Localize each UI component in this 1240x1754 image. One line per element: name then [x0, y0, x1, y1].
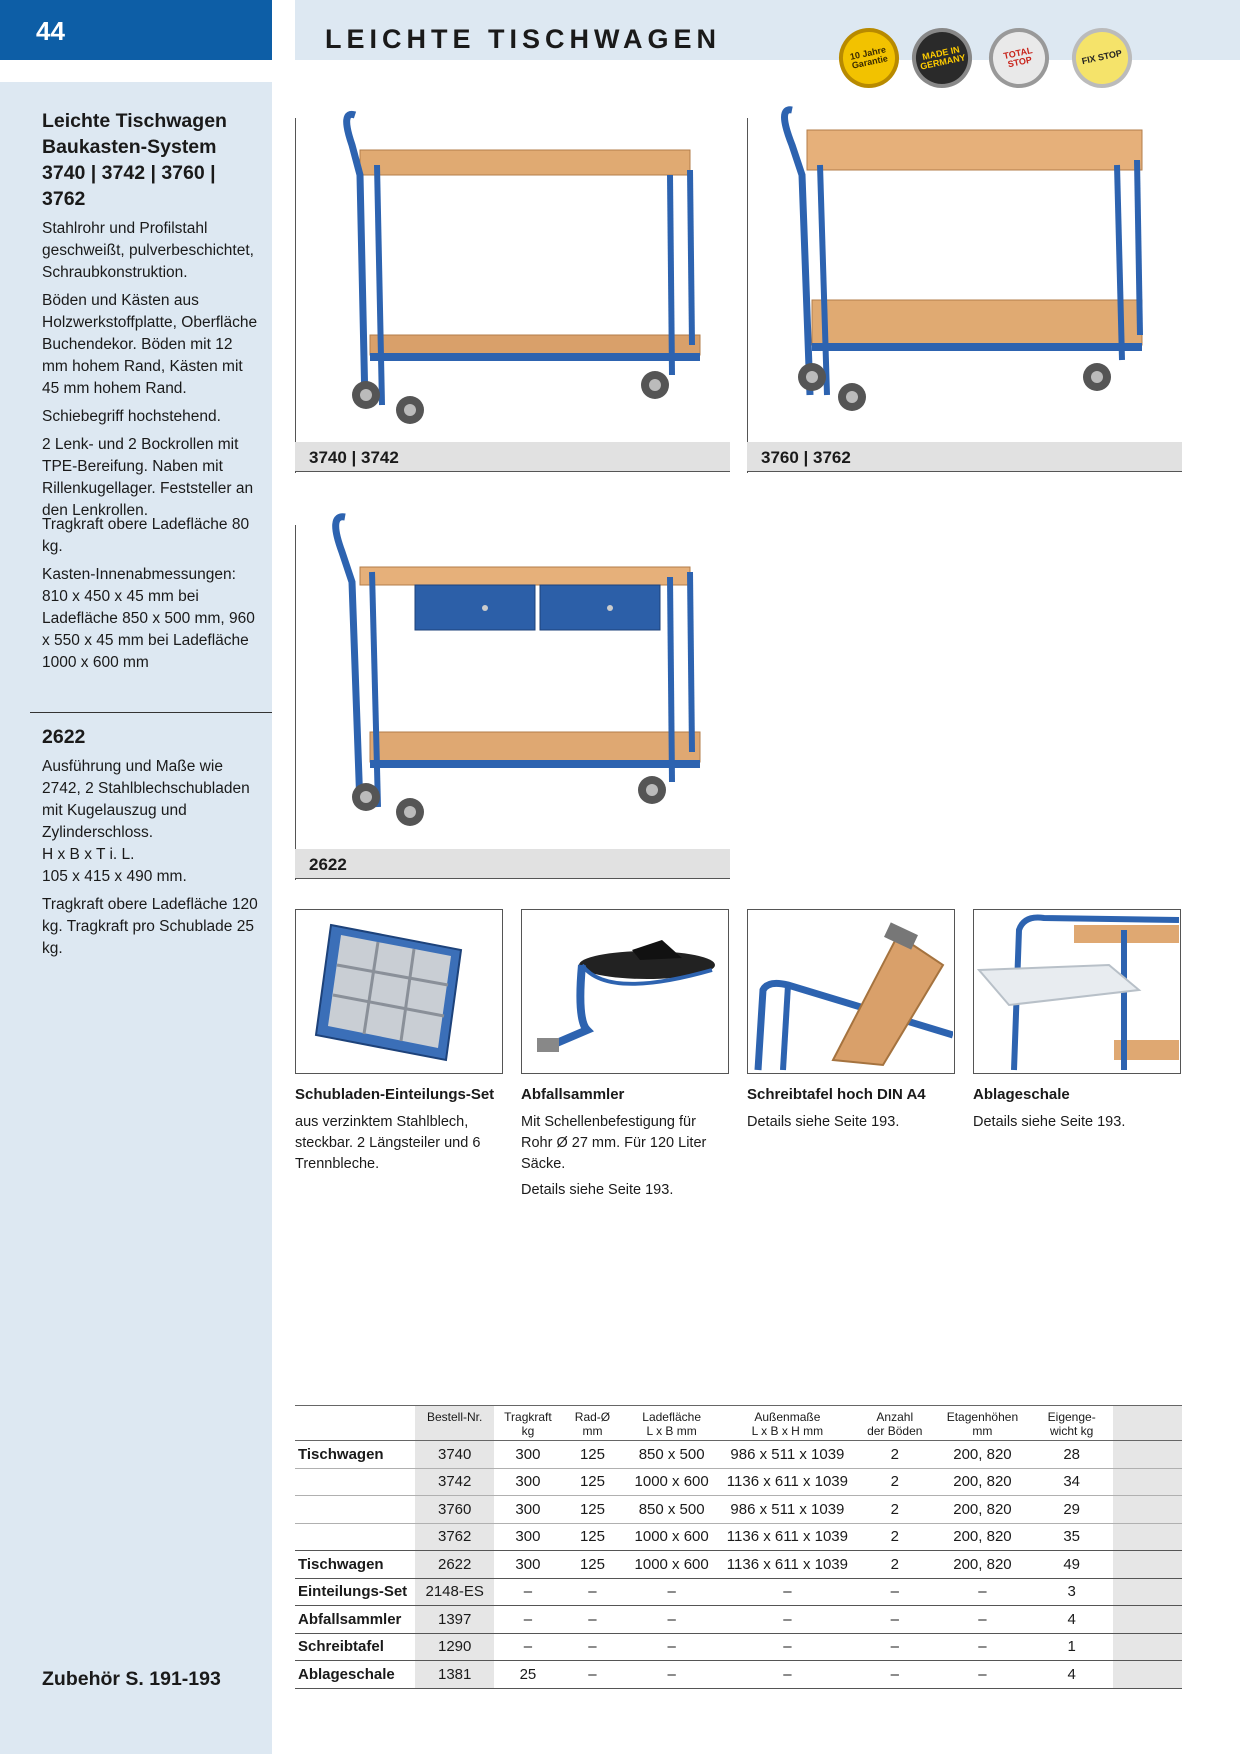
table-cell: 34 [1030, 1468, 1113, 1496]
accessory-title: Ablageschale [973, 1086, 1070, 1103]
table-header-pad [1113, 1406, 1182, 1441]
badge-total-stop-icon: TOTAL STOP [983, 22, 1054, 93]
table-header: Rad-Ø mm [562, 1406, 623, 1441]
page-title: LEICHTE TISCHWAGEN [325, 24, 722, 54]
table-header-empty [295, 1406, 415, 1441]
table-cell: – [935, 1606, 1030, 1634]
sidebar-heading [42, 108, 262, 212]
table-cell: 986 x 511 x 1039 [730, 1445, 845, 1463]
accessory-title: Schreibtafel hoch DIN A4 [747, 1086, 926, 1103]
table-pad [1113, 1468, 1182, 1496]
table-cell: 200, 820 [935, 1551, 1030, 1579]
table-cell: 25 [494, 1661, 562, 1689]
sidebar-paragraph: 2 Lenk- und 2 Bockrollen mit TPE-Bereifung. Naben mit Rillenkugellager. Feststeller an den Lenkrollen. [42, 436, 254, 519]
table-row-label: Schreibtafel [295, 1633, 415, 1661]
accessory-description [747, 1112, 942, 1138]
table-cell: – [855, 1606, 935, 1634]
accessory-title: Abfallsammler [521, 1086, 625, 1103]
table-cell: 28 [1063, 1445, 1081, 1463]
sidebar-section-1 [42, 108, 262, 528]
table-cell: 2148-ES [415, 1578, 494, 1606]
accessory-title: Schubladen-Einteilungs-Set [295, 1086, 495, 1103]
photo-frame-line [295, 118, 296, 473]
badge-garantie-icon: 10 Jahre Garantie [833, 22, 904, 93]
accessory-description-text: aus verzinktem Stahlblech, steckbar. 2 Längsteiler und 6 Trennbleche. [295, 1114, 481, 1172]
table-cell: – [855, 1633, 935, 1661]
page-number: 44 [0, 0, 272, 60]
table-row [295, 1606, 1182, 1634]
table-row-label: Einteilungs-Set [295, 1578, 415, 1606]
sidebar-section-1b [42, 514, 262, 680]
table-cell: 1000 x 600 [623, 1468, 720, 1496]
table-cell: – [623, 1606, 720, 1634]
table-pad [1113, 1523, 1182, 1551]
table-cell: 4 [1030, 1606, 1113, 1634]
table-cell: 1000 x 600 [623, 1523, 720, 1551]
table-cell: – [720, 1578, 855, 1606]
product-caption: 3740 | 3742 [295, 442, 730, 472]
sidebar-heading-line: 3740 | 3742 | 3760 | 3762 [42, 162, 216, 210]
accessory-description [521, 1112, 716, 1206]
table-row [295, 1551, 1182, 1579]
table-cell: 2 [855, 1551, 935, 1579]
table-cell: 4 [1030, 1661, 1113, 1689]
table-cell: 1136 x 611 x 1039 [720, 1551, 855, 1579]
table-cell: 300 [494, 1468, 562, 1496]
table-cell: 3740 [415, 1441, 494, 1469]
table-header: Ladefläche L x B mm [623, 1406, 720, 1441]
table-cell: – [562, 1578, 623, 1606]
table-cell: 3762 [415, 1523, 494, 1551]
table-pad [1113, 1606, 1182, 1634]
accessory-image-ablageschale [973, 909, 1181, 1074]
table-cell: 1 [1030, 1633, 1113, 1661]
table-cell: 125 [562, 1551, 623, 1579]
table-cell: 200, 820 [935, 1496, 1030, 1524]
table-cell: – [935, 1633, 1030, 1661]
sidebar-section-2 [42, 724, 262, 966]
accessory-image-schreibtafel [747, 909, 955, 1074]
table-pad [1113, 1441, 1182, 1469]
table-cell: – [623, 1661, 720, 1689]
accessory-description-text: Details siehe Seite 193. [747, 1114, 900, 1130]
table-cell: 1000 x 600 [623, 1551, 720, 1579]
table-cell: – [494, 1606, 562, 1634]
table-row [295, 1468, 1182, 1496]
accessory-image-abfallsammler [521, 909, 729, 1074]
product-image-3740 [300, 105, 725, 440]
table-cell: 200, 820 [935, 1523, 1030, 1551]
table-cell: – [562, 1606, 623, 1634]
accessories-reference: Zubehör S. 191-193 [42, 1668, 221, 1690]
table-cell: 300 [494, 1496, 562, 1524]
table-cell: 1290 [415, 1633, 494, 1661]
accessory-description-text: Mit Schellenbefestigung für Rohr Ø 27 mm. Für 120 Liter Säcke. [521, 1114, 707, 1172]
table-cell: 2 [855, 1496, 935, 1524]
table-cell: – [494, 1633, 562, 1661]
table-header: Außenmaße L x B x H mm [720, 1406, 855, 1441]
table-cell: – [623, 1578, 720, 1606]
table-header: Etagenhöhen mm [935, 1406, 1030, 1441]
sidebar-heading-line: Leichte Tischwagen [42, 110, 227, 132]
table-row-label: Tischwagen [298, 1445, 384, 1463]
table-cell: – [720, 1633, 855, 1661]
accessory-image-einteilungs-set [295, 909, 503, 1074]
table-row [295, 1633, 1182, 1661]
photo-frame-line [295, 525, 296, 880]
table-cell: 200, 820 [935, 1468, 1030, 1496]
sidebar-paragraph: Tragkraft obere Ladefläche 80 kg. [42, 516, 250, 555]
table-row-label [295, 1523, 415, 1551]
table-cell: 300 [494, 1551, 562, 1579]
table-pad [1113, 1661, 1182, 1689]
table-cell: 2 [855, 1523, 935, 1551]
table-cell: 2 [890, 1445, 899, 1463]
table-cell: 2622 [415, 1551, 494, 1579]
table-cell: – [562, 1661, 623, 1689]
table-header: Tragkraft kg [494, 1406, 562, 1441]
product-caption: 2622 [295, 849, 730, 879]
spec-table [295, 1405, 1182, 1689]
table-cell: 200, 820 [953, 1445, 1012, 1463]
badge-made-in-germany-icon: MADE IN GERMANY [906, 22, 977, 93]
table-cell: – [720, 1606, 855, 1634]
sidebar-paragraph: 105 x 415 x 490 mm. [42, 868, 187, 885]
table-cell: 300 [515, 1445, 541, 1463]
table-row-label: Tischwagen [295, 1551, 415, 1579]
table-cell: – [562, 1633, 623, 1661]
table-cell: 125 [579, 1445, 605, 1463]
table-cell: 125 [562, 1496, 623, 1524]
sidebar-paragraph: H x B x T i. L. [42, 846, 135, 863]
badge-fix-stop-icon: FIX STOP [1066, 22, 1137, 93]
sidebar-heading-line: Baukasten-System [42, 136, 217, 158]
table-cell: 35 [1030, 1523, 1113, 1551]
table-cell: 3760 [415, 1496, 494, 1524]
table-header: Anzahl der Böden [855, 1406, 935, 1441]
table-row [295, 1441, 1182, 1469]
table-row-label [295, 1496, 415, 1524]
photo-frame-line [747, 118, 748, 473]
table-cell: 49 [1030, 1551, 1113, 1579]
table-header: Eigenge- wicht kg [1030, 1406, 1113, 1441]
table-cell: 1397 [415, 1606, 494, 1634]
table-cell: – [855, 1578, 935, 1606]
sidebar-paragraph: Tragkraft obere Ladefläche 120 kg. Tragkraft pro Schublade 25 kg. [42, 896, 258, 957]
table-header-row [295, 1406, 1182, 1441]
table-cell: 300 [494, 1523, 562, 1551]
sidebar-paragraph: Kasten-Innenabmessungen: 810 x 450 x 45 mm bei Ladefläche 850 x 500 mm, 960 x 550 x 45 mm bei Ladefläche 1000 x 600 mm [42, 566, 255, 671]
product-image-3760 [752, 105, 1177, 440]
table-cell: 3742 [415, 1468, 494, 1496]
table-cell: 1381 [415, 1661, 494, 1689]
table-cell: – [935, 1578, 1030, 1606]
product-caption: 3760 | 3762 [747, 442, 1182, 472]
accessory-description-text: Details siehe Seite 193. [973, 1114, 1126, 1130]
table-row [295, 1523, 1182, 1551]
table-cell: 850 x 500 [638, 1445, 705, 1463]
table-pad [1113, 1551, 1182, 1579]
table-cell: 125 [562, 1523, 623, 1551]
table-cell: – [623, 1633, 720, 1661]
sidebar-paragraph: Ausführung und Maße wie 2742, 2 Stahlblechschubladen mit Kugelauszug und Zylinderschloss. [42, 758, 250, 841]
sidebar-section2-heading: 2622 [42, 726, 86, 748]
table-cell: 1136 x 611 x 1039 [720, 1468, 855, 1496]
sidebar-paragraph: Stahlrohr und Profilstahl geschweißt, pulverbeschichtet, Schraubkonstruktion. [42, 220, 254, 281]
accessory-description-text: Details siehe Seite 193. [521, 1182, 674, 1198]
table-row-label: Ablageschale [295, 1661, 415, 1689]
table-cell: 29 [1030, 1496, 1113, 1524]
table-row-label [295, 1468, 415, 1496]
table-cell: 125 [562, 1468, 623, 1496]
table-header: Bestell-Nr. [415, 1406, 494, 1441]
table-cell: – [494, 1578, 562, 1606]
table-cell: 1136 x 611 x 1039 [720, 1523, 855, 1551]
table-row-label: Abfallsammler [295, 1606, 415, 1634]
table-pad [1113, 1633, 1182, 1661]
product-image-2622 [300, 512, 725, 847]
table-cell: – [935, 1661, 1030, 1689]
table-cell: 3 [1030, 1578, 1113, 1606]
table-row [295, 1578, 1182, 1606]
table-cell: 850 x 500 [623, 1496, 720, 1524]
table-cell: 986 x 511 x 1039 [720, 1496, 855, 1524]
table-row [295, 1496, 1182, 1524]
sidebar-paragraph: Böden und Kästen aus Holzwerkstoffplatte, Oberfläche Buchendekor. Böden mit 12 mm hohem Rand, Kästen mit 45 mm hohem Rand. [42, 292, 258, 397]
table-pad [1113, 1578, 1182, 1606]
accessory-description [973, 1112, 1168, 1138]
accessory-description [295, 1112, 490, 1180]
sidebar-paragraph: Schiebegriff hochstehend. [42, 408, 221, 425]
table-pad [1113, 1496, 1182, 1524]
table-cell: 2 [855, 1468, 935, 1496]
sidebar-divider [30, 712, 272, 713]
table-cell: – [855, 1661, 935, 1689]
table-cell: – [720, 1661, 855, 1689]
table-row [295, 1661, 1182, 1689]
